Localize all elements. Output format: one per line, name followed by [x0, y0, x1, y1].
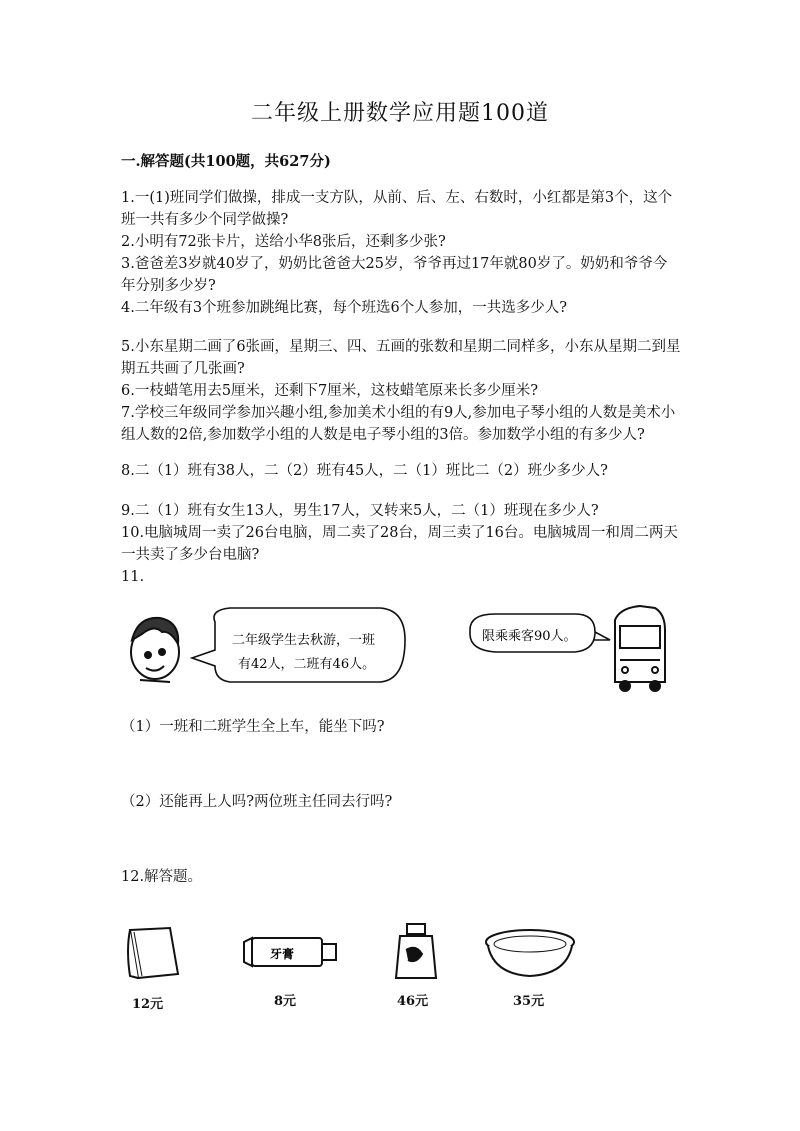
question-10: 10.电脑城周一卖了26台电脑，周二卖了28台，周三卖了16台。电脑城周一和周二两天一共卖了多少台电脑? [121, 525, 678, 563]
question-3: 3.爸爸差3岁就40岁了，奶奶比爸爸大25岁，爷爷再过17年就80岁了。奶奶和爷爷今年分别多少岁? [121, 256, 668, 294]
bubble-line-1: 二年级学生去秋游，一班 [232, 633, 376, 648]
question-8: 8.二（1）班有38人，二（2）班有45人，二（1）班比二（2）班少多少人? [121, 463, 608, 479]
question-7: 7.学校三年级同学参加兴趣小组,参加美术小组的有9人,参加电子琴小组的人数是美术小组人数的2倍,参加数学小组的人数是电子琴小组的3倍。参加数学小组的有多少人? [121, 405, 676, 443]
question-9: 9.二（1）班有女生13人，男生17人，又转来5人，二（1）班现在多少人? [121, 503, 599, 519]
q11-illustration [120, 600, 680, 700]
towel-icon [128, 928, 178, 978]
question-6: 6.一枝蜡笔用去5厘米，还剩下7厘米，这枝蜡笔原来长多少厘米? [121, 383, 539, 399]
bus-bubble-text: 限乘乘客90人。 [482, 629, 577, 644]
boy-icon [131, 618, 179, 682]
q11-sub-question-2: （2）还能再上人吗?两位班主任同去行吗? [121, 794, 393, 810]
section-heading: 一.解答题(共100题，共627分) [121, 153, 331, 170]
bus-icon [615, 606, 665, 691]
basin-price: 35元 [513, 994, 545, 1009]
question-12: 12.解答题。 [121, 869, 203, 885]
bubble-line-2: 有42人，二班有46人。 [238, 657, 376, 672]
question-1: 1.一(1)班同学们做操，排成一支方队，从前、后、左、右数时，小红都是第3个，这个班一共有多少个同学做操? [121, 190, 673, 228]
toothpaste-price: 8元 [274, 994, 297, 1009]
question-5: 5.小东星期二画了6张画，星期三、四、五画的张数和星期二同样多，小东从星期二到星期五共画了几张画? [121, 339, 681, 377]
q11-sub-question-1: （1）一班和二班学生全上车，能坐下吗? [121, 719, 385, 735]
question-11: 11. [121, 569, 145, 585]
page-title: 二年级上册数学应用题100道 [251, 101, 549, 126]
basin-icon [486, 930, 574, 976]
towel-price: 12元 [132, 997, 164, 1012]
question-4: 4.二年级有3个班参加跳绳比赛，每个班选6个人参加，一共选多少人? [121, 300, 568, 316]
thermos-price: 46元 [397, 994, 429, 1009]
thermos-icon [396, 924, 436, 978]
q12-illustration [120, 920, 600, 990]
toothpaste-label: 牙膏 [270, 947, 295, 961]
question-2: 2.小明有72张卡片，送给小华8张后，还剩多少张? [121, 234, 446, 250]
